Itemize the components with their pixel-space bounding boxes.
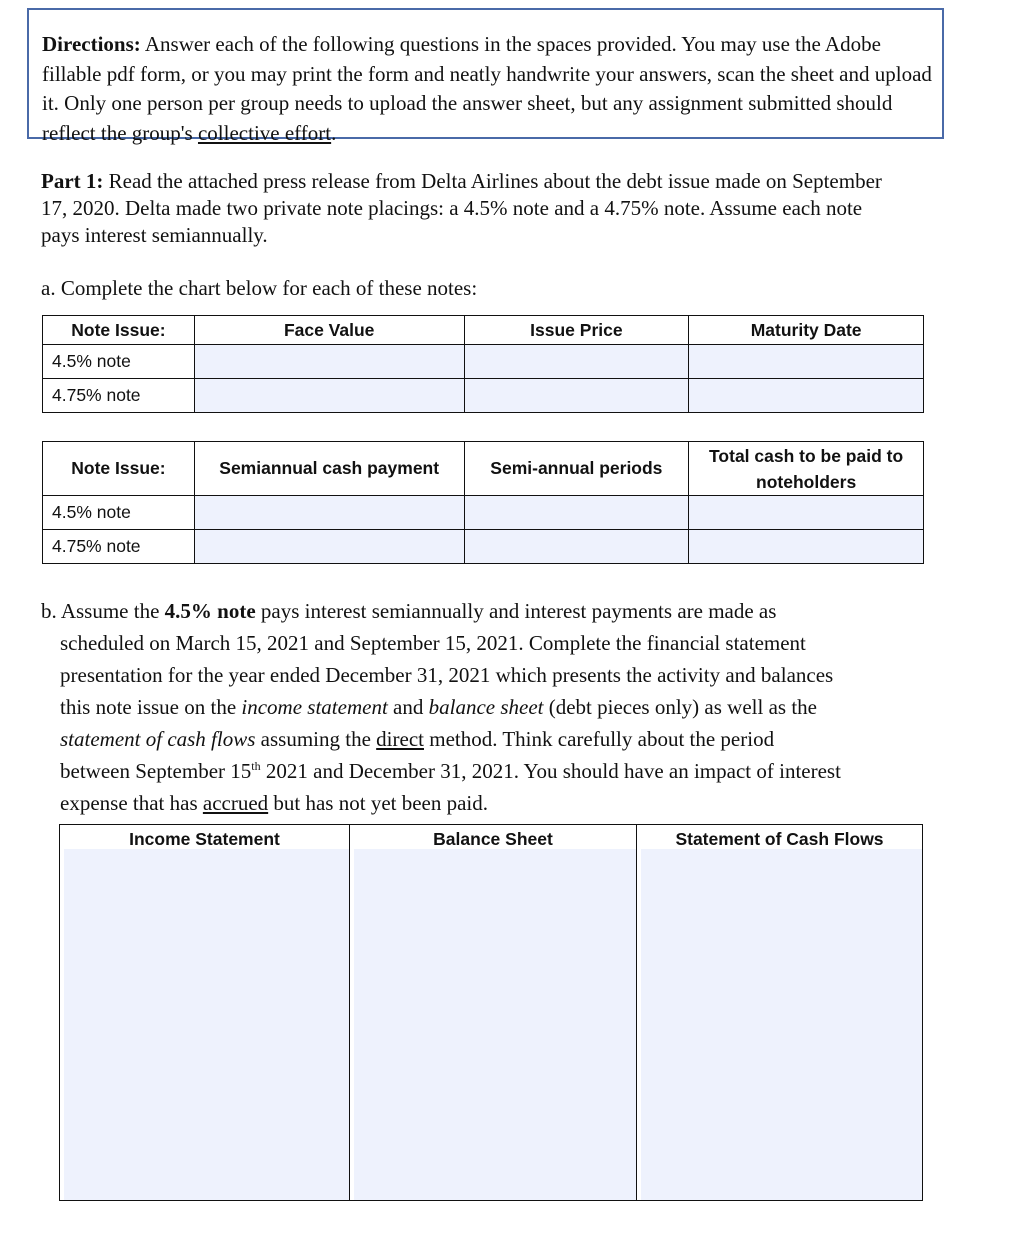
issue-price-field[interactable] [464, 345, 689, 379]
part-b-balance-sheet: balance sheet [428, 695, 544, 719]
part-b-line6b: 2021 and December 31, 2021. You should have an impact of interest [260, 759, 841, 783]
header-face-value: Face Value [194, 316, 464, 345]
part-b-prompt [41, 595, 931, 819]
periods-field[interactable] [464, 496, 689, 530]
part-b-line7a: expense that has [60, 791, 203, 815]
part-b-line5b: method. Think carefully about the period [423, 727, 775, 751]
periods-field[interactable] [464, 530, 689, 564]
table-row [43, 530, 924, 564]
part-a-prompt: a. Complete the chart below for each of these notes: [41, 276, 478, 300]
part-b-cash-flows: statement of cash flows [60, 727, 256, 751]
row-label: 4.75% note [43, 530, 195, 564]
cash-payment-field[interactable] [194, 530, 464, 564]
part-b-line4a: this note issue on the [60, 695, 242, 719]
row-label: 4.5% note [43, 345, 195, 379]
part-b-line7b: but has not yet been paid. [268, 791, 489, 815]
part-b-line5a: assuming the [255, 727, 377, 751]
part-b-line6a: between September 15 [60, 759, 252, 783]
part-b-line3 [41, 659, 931, 691]
header-income-statement: Income Statement [60, 825, 349, 849]
maturity-date-field[interactable] [689, 345, 924, 379]
directions-text [42, 30, 937, 148]
table-header-row [43, 316, 924, 345]
cash-payment-table [42, 441, 924, 564]
header-note-issue: Note Issue: [43, 442, 195, 496]
part-b-direct: direct [376, 727, 424, 751]
header-semiannual-cash-payment: Semiannual cash payment [194, 442, 464, 496]
part-b-line4 [41, 691, 931, 723]
cash-flows-column [637, 825, 922, 1200]
part-b-line4c: (debt pieces only) as well as the [543, 695, 817, 719]
table-row [43, 345, 924, 379]
directions-body: Answer each of the following questions in the spaces provided. You may use the Adobe fillable pdf form, or you may print the form and neatly handwrite your answers, scan the sheet and upload it. Only one person per group needs to upload the answer sheet, but any assignment submitted should reflect the group's [42, 32, 932, 145]
part-b-line5 [41, 723, 931, 755]
part-b-line6 [41, 755, 931, 787]
part1-label: Part 1: [41, 169, 104, 193]
part-b-line3-text: presentation for the year ended December 31, 2021 which presents the activity and balances [60, 663, 834, 687]
part-b-line7 [41, 787, 931, 819]
part-b-bold: 4.5% note [164, 599, 256, 623]
directions-box [27, 8, 944, 145]
part-b-accrued: accrued [202, 791, 269, 815]
table-row [43, 379, 924, 413]
income-statement-field[interactable] [64, 849, 349, 1200]
header-total-cash: Total cash to be paid to noteholders [689, 442, 924, 496]
notes-chart-table [42, 315, 924, 413]
maturity-date-field[interactable] [689, 379, 924, 413]
part1-text: Read the attached press release from Delta Airlines about the debt issue made on September 17, 2020. Delta made two private note placings: a 4.5% note and a 4.75% note. Assume each note pays interest semiannually. [41, 169, 882, 247]
part-b-line1: pays interest semiannually and interest payments are made as [255, 599, 777, 623]
header-balance-sheet: Balance Sheet [350, 825, 636, 849]
header-issue-price: Issue Price [464, 316, 689, 345]
part-b-line2-text: scheduled on March 15, 2021 and September 15, 2021. Complete the financial statement [60, 631, 806, 655]
income-statement-column [60, 825, 350, 1200]
balance-sheet-column [350, 825, 637, 1200]
part-b-line2 [41, 627, 931, 659]
face-value-field[interactable] [194, 379, 464, 413]
table-row [43, 496, 924, 530]
header-maturity-date: Maturity Date [689, 316, 924, 345]
issue-price-field[interactable] [464, 379, 689, 413]
cash-flows-field[interactable] [641, 849, 922, 1200]
face-value-field[interactable] [194, 345, 464, 379]
row-label: 4.5% note [43, 496, 195, 530]
part-b-line4b: and [387, 695, 429, 719]
part-b-superscript: th [251, 759, 261, 773]
directions-underlined: collective effort [197, 120, 332, 145]
header-statement-of-cash-flows: Statement of Cash Flows [637, 825, 922, 849]
financial-statements-table [59, 824, 923, 1201]
part-b-income-statement: income statement [241, 695, 388, 719]
header-note-issue: Note Issue: [43, 316, 195, 345]
cash-payment-field[interactable] [194, 496, 464, 530]
header-semiannual-periods: Semi-annual periods [464, 442, 689, 496]
directions-label: Directions: [42, 32, 141, 56]
balance-sheet-field[interactable] [354, 849, 636, 1200]
directions-end: . [331, 120, 337, 145]
part-b-prefix: b. Assume the [41, 599, 165, 623]
table-header-row [43, 442, 924, 496]
total-cash-field[interactable] [689, 496, 924, 530]
row-label: 4.75% note [43, 379, 195, 413]
part1-instructions [41, 168, 901, 249]
total-cash-field[interactable] [689, 530, 924, 564]
